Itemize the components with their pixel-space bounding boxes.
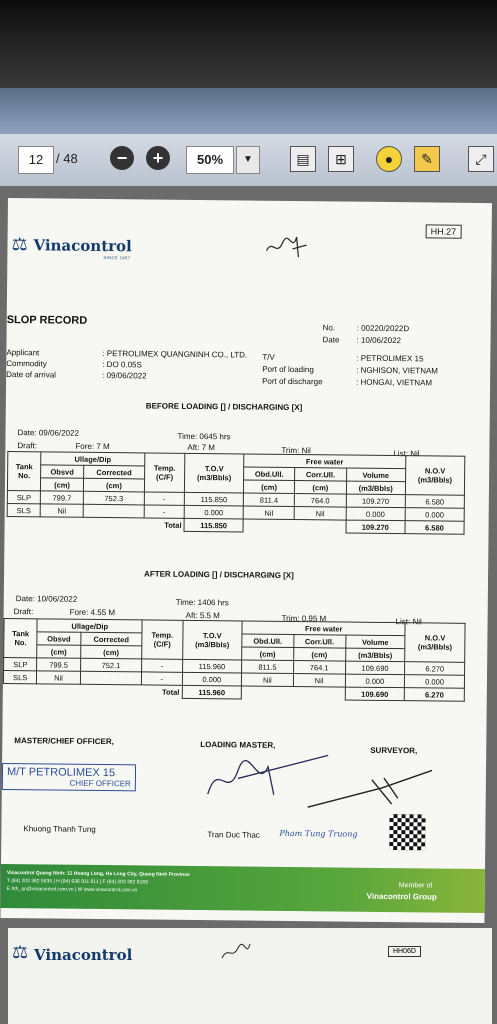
master-label: MASTER/CHIEF OFFICER,: [14, 736, 114, 747]
table-row: SLS Nil - 0.000 Nil Nil 0.000 0.000: [3, 670, 464, 688]
th-volume: Volume: [345, 635, 405, 649]
th-corrected: Corrected: [83, 465, 144, 479]
th-tov: T.O.V (m3/Bbls): [182, 620, 242, 660]
th-bbls: (m3/Bbls): [346, 481, 405, 495]
loading-master-label: LOADING MASTER,: [200, 740, 276, 750]
next-page-code: HH06D: [388, 946, 421, 957]
before-aft: Aft: 7 M: [187, 442, 216, 453]
company-logo-sub: SINCE 1957: [103, 255, 131, 261]
after-draft: Draft:: [13, 607, 34, 617]
zoom-level-field[interactable]: 50%: [186, 146, 234, 174]
table-row: SLP 799.5 752.1 - 115.960 811.5 764.1 109.690 6.270: [4, 657, 465, 675]
loading-master-script: Pham Tung Truong: [279, 828, 358, 839]
document-title: SLOP RECORD: [6, 313, 88, 327]
footer-address: Vinacontrol Quang Ninh: 11 Hoang Long, Ha Long City, Quang Ninh Province: [6, 870, 190, 878]
before-fore: Fore: 7 M: [75, 441, 110, 452]
before-draft: Draft:: [17, 441, 38, 451]
next-page: [8, 928, 492, 1024]
th-cm: (cm): [80, 645, 142, 659]
th-cm: (cm): [242, 647, 294, 661]
no-value: : 00220/2022D: [356, 323, 410, 334]
port-discharge-value: : HONGAI, VIETNAM: [356, 377, 433, 388]
page-number-input[interactable]: 12: [18, 146, 54, 174]
zoom-out-button[interactable]: [110, 146, 134, 170]
stamp-line-2: CHIEF OFFICER: [69, 778, 131, 789]
master-name: Khuong Thanh Tung: [23, 824, 96, 834]
th-nov: N.O.V (m3/Bbls): [405, 623, 465, 663]
comment-button[interactable]: [376, 146, 402, 172]
th-cm: (cm): [293, 648, 345, 662]
th-cm: (cm): [41, 478, 84, 491]
vinacontrol-logo-icon: ⚖: [12, 942, 29, 962]
before-table: [7, 451, 466, 535]
th-cm: (cm): [244, 480, 295, 494]
after-trim: Trim: 0.95 M: [281, 613, 327, 624]
th-corr: Corr.Ull.: [293, 635, 345, 649]
applicant-value: : PETROLIMEX QUANGNINH CO., LTD.: [102, 348, 248, 360]
zoom-in-button[interactable]: [146, 146, 170, 170]
th-obd: Obd.Ull.: [244, 467, 295, 481]
minus-icon: −: [116, 148, 128, 168]
th-obsvd: Obsvd: [41, 465, 84, 478]
th-volume: Volume: [346, 468, 405, 482]
vinacontrol-logo-icon: ⚖: [11, 234, 28, 255]
th-cm: (cm): [83, 478, 144, 492]
fit-page-button[interactable]: [290, 146, 316, 172]
th-tov: T.O.V (m3/Bbls): [184, 453, 244, 493]
page-total-label: / 48: [56, 151, 78, 166]
qr-code-icon: [389, 814, 425, 850]
arrival-label: Date of arrival: [6, 369, 56, 380]
th-nov: N.O.V (m3/Bbls): [405, 456, 465, 496]
document-page: [0, 198, 492, 923]
before-list: List: Nil: [393, 449, 420, 459]
window-title-strip: [0, 88, 497, 134]
footer-band: [1, 864, 485, 913]
fit-width-button[interactable]: [328, 146, 354, 172]
footer-phone: T (84) 203 382 5635 | H (84) 936 911 811 | F (84) 203 382 6169: [6, 878, 148, 886]
pen-icon: ✎: [421, 151, 433, 167]
commodity-value: : DO 0.05S: [102, 359, 142, 370]
ship-stamp: [2, 763, 136, 791]
arrival-value: : 09/06/2022: [102, 370, 147, 381]
th-bbls: (m3/Bbls): [345, 648, 405, 662]
company-logo: Vinacontrol: [33, 236, 132, 256]
th-tank: Tank No.: [4, 618, 38, 657]
footer-group: Vinacontrol Group: [366, 891, 437, 902]
chevron-down-icon: ▼: [243, 154, 253, 165]
document-viewport[interactable]: [0, 186, 497, 1024]
fit-page-icon: ▤: [296, 151, 310, 167]
th-corr: Corr.Ull.: [295, 468, 347, 482]
commodity-label: Commodity: [6, 358, 47, 369]
th-ullage: Ullage/Dip: [41, 452, 145, 466]
before-section-title: BEFORE LOADING [] / DISCHARGING [X]: [145, 401, 303, 413]
table-total-row: Total 115.960 109.690 6.270: [3, 683, 464, 701]
table-row: SLP 799.7 752.3 - 115.850 811.4 764.0 109.270 6.580: [7, 491, 464, 509]
fullscreen-button[interactable]: [468, 146, 494, 172]
port-discharge-label: Port of discharge: [262, 376, 323, 387]
form-code: HH.27: [426, 224, 462, 238]
after-fore: Fore: 4.55 M: [69, 607, 116, 618]
stamp-line-1: M/T PETROLIMEX 15: [6, 766, 116, 780]
tv-label: T/V: [262, 352, 275, 362]
table-row: SLS Nil - 0.000 Nil Nil 0.000 0.000: [7, 504, 464, 522]
th-cm: (cm): [37, 645, 80, 658]
th-corrected: Corrected: [80, 632, 142, 646]
before-trim: Trim: Nil: [281, 445, 311, 456]
table-total-row: Total 115.850 109.270 6.580: [7, 517, 464, 535]
surveyor-label: SURVEYOR,: [370, 745, 418, 756]
before-time: Time: 0645 hrs: [177, 431, 231, 442]
th-temp: Temp. (C/F): [144, 453, 184, 492]
th-obsvd: Obsvd: [37, 632, 80, 645]
speech-bubble-icon: ●: [384, 151, 394, 167]
th-free-water: Free water: [242, 621, 405, 636]
expand-icon: ⤢: [475, 151, 487, 167]
applicant-label: Applicant: [6, 347, 40, 358]
initials-signature-icon: [262, 231, 310, 262]
no-label: No.: [322, 323, 336, 333]
fit-width-icon: ⊞: [335, 151, 347, 167]
footer-member: Member of: [398, 882, 433, 890]
after-aft: Aft: 5.5 M: [185, 610, 220, 621]
th-obd: Obd.Ull.: [242, 634, 294, 648]
after-list: List: Nil: [395, 617, 422, 627]
plus-icon: +: [152, 148, 164, 168]
th-free-water: Free water: [244, 454, 406, 469]
date-label: Date: [322, 335, 340, 345]
after-date: Date: 10/06/2022: [15, 594, 78, 604]
zoom-dropdown-button[interactable]: [236, 146, 260, 174]
loading-master-name: Tran Duc Thac: [207, 830, 260, 840]
next-page-logo: Vinacontrol: [34, 946, 133, 964]
initials-signature-icon: [218, 938, 258, 964]
before-date: Date: 09/06/2022: [17, 428, 79, 438]
th-temp: Temp. (C/F): [142, 620, 183, 659]
footer-email: E hth_qn@vinacontrol.com.vn | W www.vinacontrol.com.vn: [6, 886, 138, 894]
port-loading-value: : NGHISON, VIETNAM: [356, 365, 439, 376]
th-tank: Tank No.: [7, 452, 41, 491]
port-loading-label: Port of loading: [262, 364, 314, 375]
after-time: Time: 1406 hrs: [175, 597, 229, 608]
text-tool-button[interactable]: [414, 146, 440, 172]
monitor-bezel: [0, 0, 497, 92]
after-section-title: AFTER LOADING [] / DISCHARGING [X]: [144, 569, 294, 581]
tv-value: : PETROLIMEX 15: [356, 353, 424, 364]
th-ullage: Ullage/Dip: [37, 619, 142, 633]
th-cm: (cm): [294, 481, 346, 495]
after-table: [3, 618, 466, 702]
date-value: : 10/06/2022: [356, 335, 402, 346]
surveyor-signature-icon: [302, 757, 443, 818]
